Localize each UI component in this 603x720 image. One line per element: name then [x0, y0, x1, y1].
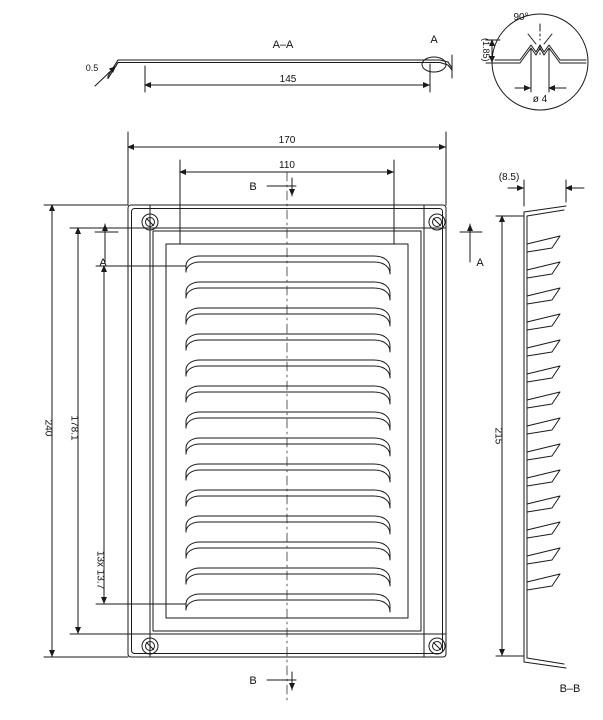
- label-cut-b-top: B: [249, 181, 257, 193]
- detail-a-marker-circle: [422, 57, 446, 72]
- section-bb-profile: [524, 206, 566, 668]
- label-cut-b-bottom: B: [249, 675, 257, 687]
- dim-13x13-7: [96, 266, 186, 604]
- label-dim-110: 110: [279, 160, 295, 171]
- label-dim-170: 170: [278, 135, 296, 146]
- label-section-bb: B–B: [559, 683, 581, 695]
- louver-blades: [186, 256, 390, 612]
- dim-240: [44, 205, 128, 657]
- label-dim-215: 215: [492, 427, 504, 445]
- label-dim-thickness: 0.5: [85, 63, 99, 73]
- label-detail-a-marker: A: [430, 34, 438, 46]
- section-cut-b: [267, 172, 296, 700]
- label-louver-pitch: 13x 13.7: [94, 550, 106, 590]
- label-diameter-4: ø 4: [532, 94, 548, 105]
- label-dim-178-1: 178.1: [68, 415, 80, 441]
- label-angle-90: 90°: [513, 12, 529, 23]
- label-cut-a-left: A: [99, 257, 107, 269]
- label-cut-a-right: A: [476, 257, 484, 269]
- dim-8-5: [508, 180, 584, 206]
- label-dim-8-5: (8.5): [498, 172, 520, 183]
- label-detail-height: (1.85): [481, 38, 491, 62]
- label-dim-145: 145: [279, 74, 297, 85]
- label-section-aa: A–A: [272, 39, 294, 51]
- label-dim-240: 240: [42, 419, 54, 437]
- dim-178-1: [70, 228, 150, 634]
